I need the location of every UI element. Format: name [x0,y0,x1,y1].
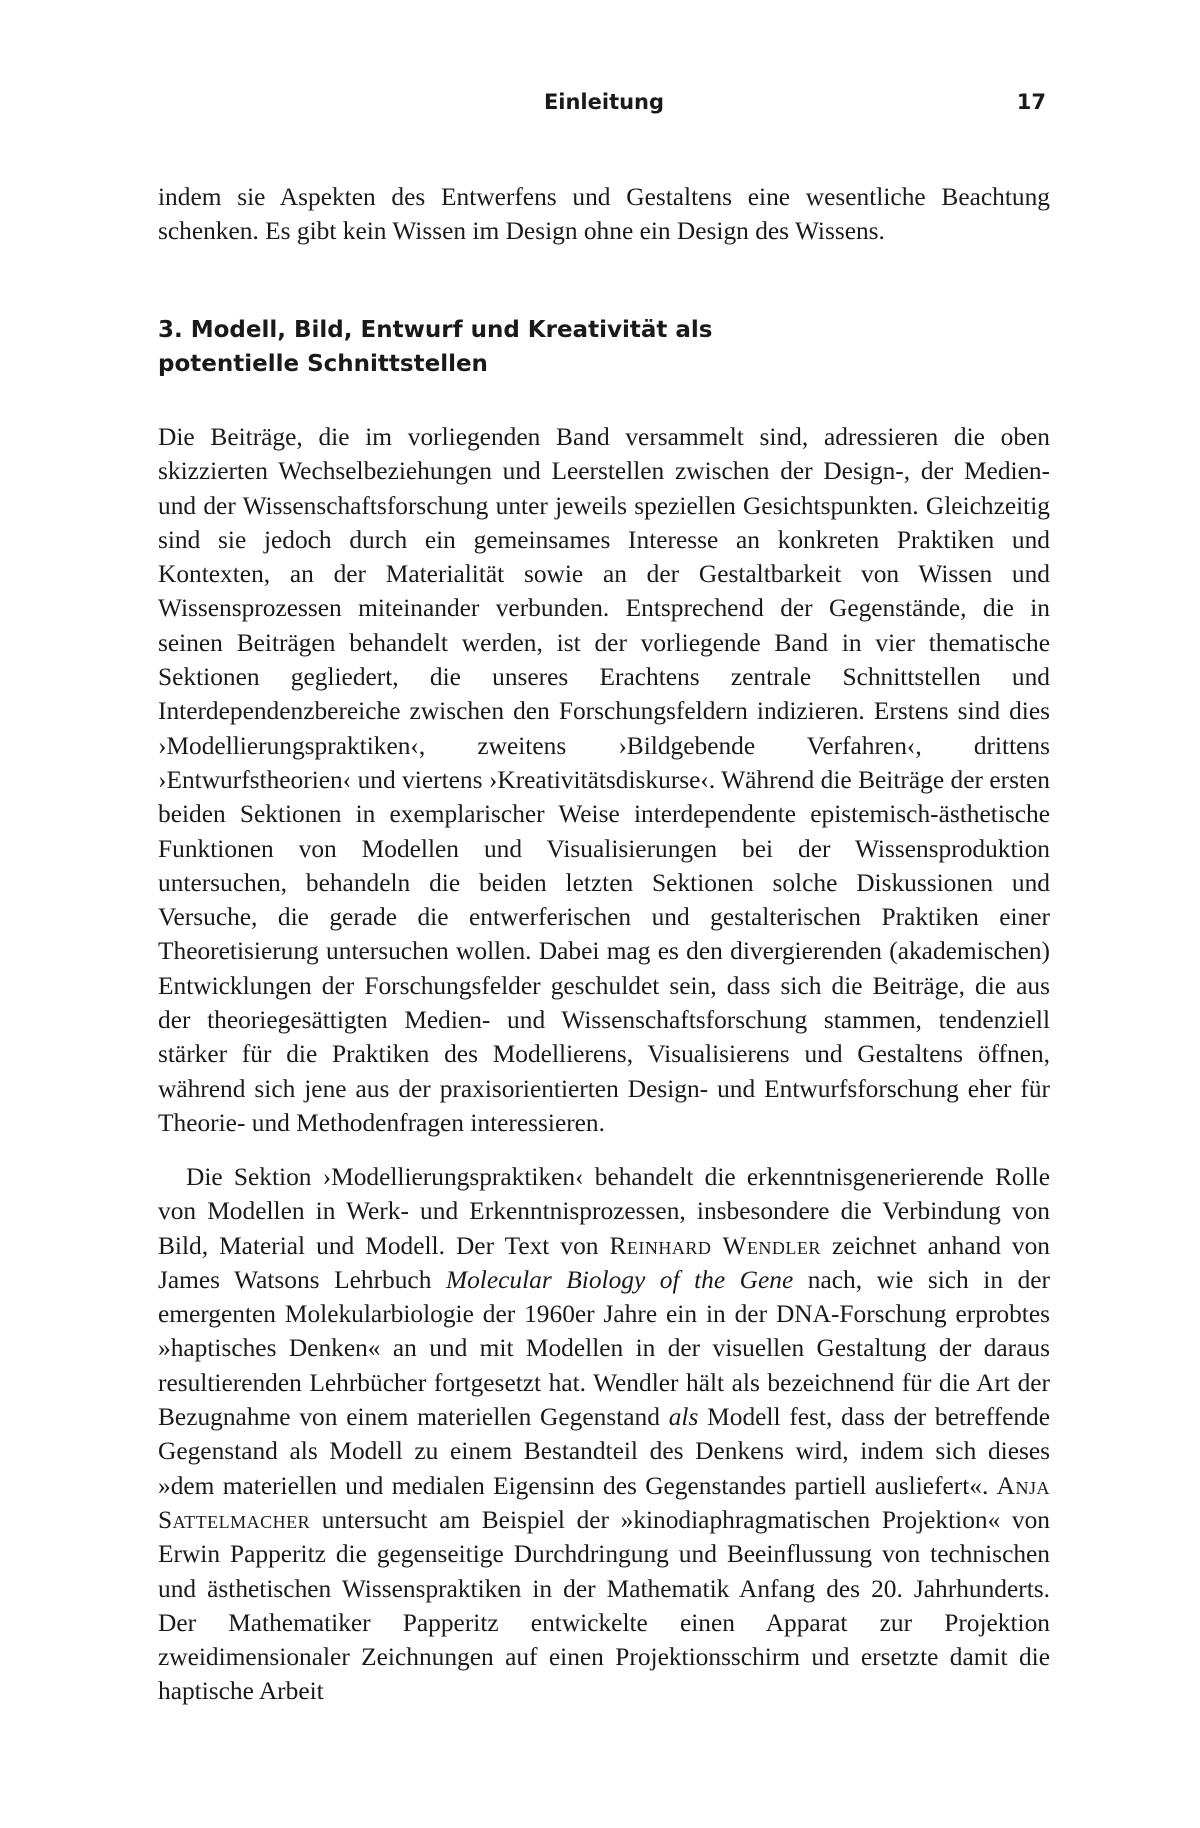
author-name-sattelmacher: Anja Sattelmacher [158,1471,1050,1534]
intro-paragraph: indem sie Aspekten des Entwerfens und Gestaltens eine wesentliche Beachtung schenken. Es gibt kein Wissen im Design ohne ein Design des Wissens. [158,183,1050,246]
paragraph2-text-part1: Die Sektion ›Modellierungspraktiken‹ behandelt die erkenntnisgenerierende Rolle von Modellen in Werk- und Erkenntnisprozessen, insbesondere die Verbindung von Bild, Material und Modell. Der Text von [158,1163,1050,1260]
section-heading-line1: 3. Modell, Bild, Entwurf und Kreativität als [158,317,713,343]
section-heading-line2: potentielle Schnittstellen [158,351,488,377]
running-title: Einleitung [543,90,665,114]
book-title: Molecular Biology of the Gene [445,1265,794,1294]
paragraph2-text-part4: Modell fest, dass der betreffende Gegenstand als Modell zu einem Bestandteil des Denkens wird, indem sich dieses »dem materiellen und medialen Eigensinn des Gegenstandes partiell ausliefert«. [158,1403,1050,1500]
author-name-wendler: Reinhard Wendler [609,1231,821,1260]
paragraph2-text-part2: zeichnet anhand von James Watsons Lehrbuch [158,1231,1050,1294]
section-heading [158,313,1050,381]
emphasis-als: als [668,1403,699,1432]
body-paragraph-2 [158,1160,1050,1709]
paragraph2-text-part3: nach, wie sich in der emergenten Molekularbiologie der 1960er Jahre ein in der DNA-Forschung erprobtes »haptisches Denken« an und mit Modellen in der visuellen Gestaltung der daraus resultierenden Lehrbücher fortgesetzt hat. Wendler hält als bezeichnend für die Art der Bezugnahme von einem materiellen Gegenstand [158,1265,1050,1432]
page-number: 17 [1016,90,1046,114]
running-head [158,90,1050,120]
paragraph2-text-part5: untersucht am Beispiel der »kinodiaphragmatischen Projektion« von Erwin Papperitz die gegenseitige Durchdringung und Beeinflussung von technischen und ästhetischen Wissenspraktiken in der Mathematik Anfang des 20. Jahrhunderts. Der Mathematiker Papperitz entwickelte einen Apparat zur Projektion zweidimensionaler Zeichnungen auf einen Projektionsschirm und ersetzte damit die haptische Arbeit [158,1505,1050,1706]
body-paragraph-1: Die Beiträge, die im vorliegenden Band versammelt sind, adressieren die oben skizzierten Wechselbeziehungen und Leerstellen zwischen der Design-, der Medien- und der Wissenschaftsforschung unter jeweils speziellen Gesichtspunkten. Gleichzeitig sind sie jedoch durch ein gemeinsames Interesse an konkreten Praktiken und Kontexten, an der Materialität sowie an der Gestaltbarkeit von Wissen und Wissensprozessen miteinander verbunden. Entsprechend der Gegenstände, die in seinen Beiträgen behandelt werden, ist der vorliegende Band in vier thematische Sektionen gegliedert, die unseres Erachtens zentrale Schnittstellen und Interdependenzbereiche zwischen den Forschungsfeldern indizieren. Erstens sind dies ›Modellierungspraktiken‹, zweitens ›Bildgebende Verfahren‹, drittens ›Entwurfstheorien‹ und viertens ›Kreativitätsdiskurse‹. Während die Beiträge der ersten beiden Sektionen in exemplarischer Weise interdependente epistemisch-ästhetische Funktionen von Modellen und Visualisierungen bei der Wissensproduktion untersuchen, behandeln die beiden letzten Sektionen solche Diskussionen und Versuche, die gerade die entwerferischen und gestalterischen Praktiken einer Theoretisierung untersuchen wollen. Dabei mag es den divergierenden (akademischen) Entwicklungen der Forschungsfelder geschuldet sein, dass sich die Beiträge, die aus der theoriegesättigten Medien- und Wissenschaftsforschung stammen, tendenziell stärker für die Praktiken des Modellierens, Visualisierens und Gestaltens öffnen, während sich jene aus der praxisorientierten Design- und Entwurfsforschung eher für Theorie- und Methodenfragen interessieren. [158,423,1050,1137]
